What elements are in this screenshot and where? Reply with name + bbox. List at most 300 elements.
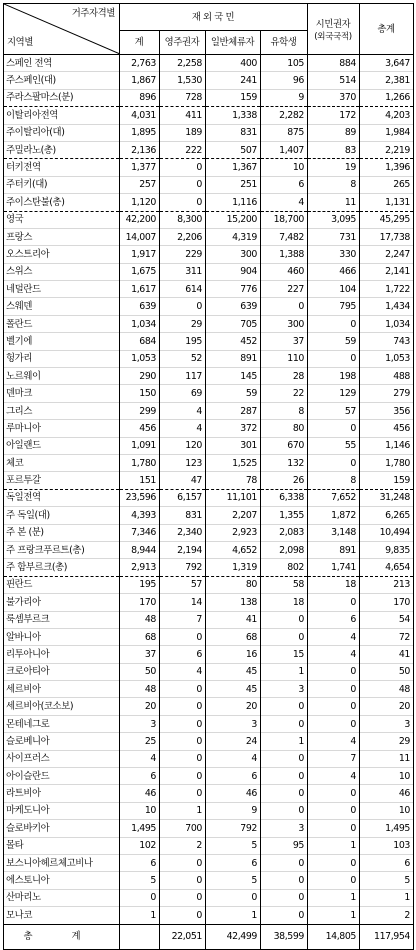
value-cell: 875	[261, 124, 308, 141]
value-cell: 0	[261, 785, 308, 802]
table-row	[4, 768, 414, 785]
table-row	[4, 246, 414, 263]
value-cell: 1,530	[160, 72, 206, 89]
value-cell: 2,913	[120, 559, 160, 576]
value-cell: 95	[261, 837, 308, 854]
grand-total-header: 총계	[360, 4, 414, 55]
overseas-koreans-table	[3, 3, 414, 950]
value-cell: 15	[261, 646, 308, 663]
value-cell: 884	[308, 55, 360, 72]
student-header: 유학생	[261, 31, 308, 55]
value-cell: 300	[206, 246, 261, 263]
value-cell: 4,652	[206, 541, 261, 558]
table-row	[4, 107, 414, 124]
value-cell: 743	[360, 333, 414, 350]
value-cell: 2,763	[120, 55, 160, 72]
value-cell: 19	[308, 159, 360, 176]
value-cell: 3	[261, 681, 308, 698]
value-cell: 4	[308, 628, 360, 645]
value-cell: 117	[160, 368, 206, 385]
subtotal-header: 계	[120, 31, 160, 55]
table-row	[4, 385, 414, 402]
table-row	[4, 263, 414, 280]
region-name-cell: 체코	[4, 454, 120, 471]
citizen-header-sublabel: (외국국적)	[314, 31, 352, 42]
value-cell: 0	[160, 889, 206, 906]
value-cell: 488	[360, 368, 414, 385]
value-cell: 59	[206, 385, 261, 402]
value-cell: 9	[261, 89, 308, 106]
value-cell: 1,867	[120, 72, 160, 89]
value-cell: 1,266	[360, 89, 414, 106]
region-name-cell: 아이슬란드	[4, 768, 120, 785]
value-cell: 1,131	[360, 194, 414, 211]
value-cell: 2,136	[120, 141, 160, 158]
value-cell: 129	[308, 385, 360, 402]
value-cell: 287	[206, 402, 261, 419]
value-cell: 411	[160, 107, 206, 124]
value-cell: 68	[206, 628, 261, 645]
value-cell: 69	[160, 385, 206, 402]
value-cell: 891	[206, 350, 261, 367]
value-cell: 0	[160, 176, 206, 193]
value-cell: 7,346	[120, 524, 160, 541]
value-cell: 4	[160, 420, 206, 437]
value-cell: 731	[308, 228, 360, 245]
value-cell: 50	[120, 663, 160, 680]
value-cell: 1	[360, 889, 414, 906]
value-cell: 0	[160, 628, 206, 645]
value-cell: 311	[160, 263, 206, 280]
table-row	[4, 785, 414, 802]
value-cell: 3	[120, 715, 160, 732]
value-cell: 0	[308, 681, 360, 698]
value-cell: 4	[120, 750, 160, 767]
value-cell: 639	[120, 298, 160, 315]
value-cell: 5	[120, 872, 160, 889]
value-cell: 2,258	[160, 55, 206, 72]
value-cell: 251	[206, 176, 261, 193]
value-cell: 0	[160, 715, 206, 732]
value-cell: 50	[360, 663, 414, 680]
table-row	[4, 715, 414, 732]
corner-header-top-label: 거주자격별	[71, 8, 115, 19]
value-cell: 0	[308, 663, 360, 680]
value-cell: 330	[308, 246, 360, 263]
value-cell: 8	[261, 402, 308, 419]
value-cell: 2	[160, 837, 206, 854]
region-name-cell: 스위스	[4, 263, 120, 280]
table-row	[4, 698, 414, 715]
value-cell: 110	[261, 350, 308, 367]
value-cell: 0	[160, 854, 206, 871]
value-cell: 22	[261, 385, 308, 402]
value-cell: 1,053	[120, 350, 160, 367]
value-cell: 11,101	[206, 489, 261, 506]
value-cell: 4,203	[360, 107, 414, 124]
value-cell: 42,200	[120, 211, 160, 228]
value-cell: 31,248	[360, 489, 414, 506]
region-name-cell: 주라스팔마스(분)	[4, 89, 120, 106]
total-row-label: 총 계	[4, 924, 120, 949]
table-row	[4, 194, 414, 211]
value-cell: 54	[360, 611, 414, 628]
table-row	[4, 420, 414, 437]
value-cell: 1,617	[120, 281, 160, 298]
value-cell: 20	[360, 698, 414, 715]
value-cell: 123	[160, 454, 206, 471]
value-cell: 6	[120, 768, 160, 785]
region-name-cell: 주 독일(대)	[4, 507, 120, 524]
table-row	[4, 559, 414, 576]
value-cell: 0	[308, 420, 360, 437]
value-cell: 6	[120, 854, 160, 871]
table-row	[4, 211, 414, 228]
value-cell: 2,194	[160, 541, 206, 558]
table-row	[4, 124, 414, 141]
table-row	[4, 907, 414, 924]
table-row	[4, 159, 414, 176]
table-row	[4, 55, 414, 72]
region-name-cell: 노르웨이	[4, 368, 120, 385]
region-name-cell: 주 본 (분)	[4, 524, 120, 541]
value-cell: 14	[160, 594, 206, 611]
value-cell: 370	[308, 89, 360, 106]
value-cell: 195	[120, 576, 160, 593]
value-cell: 6,157	[160, 489, 206, 506]
table-row	[4, 437, 414, 454]
value-cell: 1,377	[120, 159, 160, 176]
table-row	[4, 72, 414, 89]
value-cell: 10	[120, 802, 160, 819]
value-cell: 37	[120, 646, 160, 663]
corner-header-bottom-label: 지역별	[7, 37, 33, 48]
table-row	[4, 663, 414, 680]
table-row	[4, 854, 414, 871]
region-name-cell: 사이프러스	[4, 750, 120, 767]
value-cell: 0	[261, 715, 308, 732]
value-cell: 8	[308, 176, 360, 193]
value-cell: 159	[360, 472, 414, 489]
region-name-cell: 네덜란드	[4, 281, 120, 298]
value-cell: 290	[120, 368, 160, 385]
value-cell: 55	[308, 437, 360, 454]
value-cell: 4	[308, 733, 360, 750]
table-row	[4, 281, 414, 298]
value-cell: 0	[261, 298, 308, 315]
table-row	[4, 541, 414, 558]
value-cell: 456	[360, 420, 414, 437]
value-cell: 72	[360, 628, 414, 645]
value-cell: 0	[308, 785, 360, 802]
value-cell: 614	[160, 281, 206, 298]
value-cell: 57	[308, 402, 360, 419]
value-cell: 0	[261, 628, 308, 645]
value-cell: 300	[261, 315, 308, 332]
permanent-resident-header: 영주권자	[160, 31, 206, 55]
region-name-cell: 포르투갈	[4, 472, 120, 489]
table-row	[4, 141, 414, 158]
value-cell: 1,495	[360, 820, 414, 837]
value-cell: 0	[206, 889, 261, 906]
value-cell: 684	[120, 333, 160, 350]
region-name-cell: 주이탈리아(대)	[4, 124, 120, 141]
value-cell: 222	[160, 141, 206, 158]
value-cell: 46	[360, 785, 414, 802]
table-row	[4, 507, 414, 524]
value-cell: 0	[308, 872, 360, 889]
region-name-cell: 룩셈부르크	[4, 611, 120, 628]
value-cell: 8,944	[120, 541, 160, 558]
value-cell: 24	[206, 733, 261, 750]
value-cell: 0	[160, 785, 206, 802]
table-row	[4, 872, 414, 889]
value-cell: 7	[160, 611, 206, 628]
value-cell: 1,034	[360, 315, 414, 332]
value-cell: 138	[206, 594, 261, 611]
value-cell: 78	[206, 472, 261, 489]
region-name-cell: 세르비아	[4, 681, 120, 698]
region-name-cell: 그리스	[4, 402, 120, 419]
value-cell: 96	[261, 72, 308, 89]
value-cell: 120	[160, 437, 206, 454]
value-cell: 57	[160, 576, 206, 593]
value-cell: 29	[360, 733, 414, 750]
value-cell: 6	[261, 176, 308, 193]
value-cell: 0	[160, 768, 206, 785]
value-cell: 0	[160, 750, 206, 767]
value-cell: 4,654	[360, 559, 414, 576]
region-name-cell: 터키전역	[4, 159, 120, 176]
value-cell: 18	[308, 576, 360, 593]
value-cell: 831	[160, 507, 206, 524]
value-cell: 151	[120, 472, 160, 489]
value-cell: 792	[206, 820, 261, 837]
value-cell: 17,738	[360, 228, 414, 245]
value-cell: 705	[206, 315, 261, 332]
table-body	[4, 55, 414, 925]
value-cell: 132	[261, 454, 308, 471]
value-cell: 8,300	[160, 211, 206, 228]
value-cell: 0	[308, 698, 360, 715]
value-cell: 1,407	[261, 141, 308, 158]
value-cell: 0	[120, 889, 160, 906]
citizen-header-label: 시민권자	[315, 18, 351, 30]
value-cell: 4,031	[120, 107, 160, 124]
region-name-cell: 주 프랑크푸르트(총)	[4, 541, 120, 558]
value-cell: 301	[206, 437, 261, 454]
table-row	[4, 802, 414, 819]
value-cell: 1,338	[206, 107, 261, 124]
value-cell: 1,525	[206, 454, 261, 471]
region-name-cell: 독일전역	[4, 489, 120, 506]
value-cell: 0	[261, 854, 308, 871]
value-cell: 10	[360, 768, 414, 785]
value-cell: 356	[360, 402, 414, 419]
region-name-cell: 스페인 전역	[4, 55, 120, 72]
value-cell: 3,148	[308, 524, 360, 541]
table-row	[4, 89, 414, 106]
region-name-cell: 불가리아	[4, 594, 120, 611]
value-cell: 0	[261, 907, 308, 924]
value-cell: 0	[261, 611, 308, 628]
region-name-cell: 주터키(대)	[4, 176, 120, 193]
value-cell: 3,647	[360, 55, 414, 72]
value-cell: 11	[308, 194, 360, 211]
value-cell: 170	[360, 594, 414, 611]
table-row	[4, 576, 414, 593]
value-cell: 241	[206, 72, 261, 89]
table-row	[4, 228, 414, 245]
value-cell: 1,388	[261, 246, 308, 263]
value-cell: 1,116	[206, 194, 261, 211]
value-cell: 0	[261, 750, 308, 767]
value-cell: 1,053	[360, 350, 414, 367]
value-cell: 728	[160, 89, 206, 106]
value-cell: 1,780	[360, 454, 414, 471]
value-cell: 700	[160, 820, 206, 837]
value-cell: 0	[160, 681, 206, 698]
value-cell: 18,700	[261, 211, 308, 228]
value-cell: 8	[308, 472, 360, 489]
value-cell: 4,393	[120, 507, 160, 524]
value-cell: 172	[308, 107, 360, 124]
value-cell: 1,034	[120, 315, 160, 332]
total-row	[4, 924, 414, 949]
value-cell: 11	[360, 750, 414, 767]
value-cell: 6,338	[261, 489, 308, 506]
region-name-cell: 이탈리아전역	[4, 107, 120, 124]
value-cell: 45,295	[360, 211, 414, 228]
value-cell: 1	[206, 907, 261, 924]
value-cell: 159	[206, 89, 261, 106]
region-name-cell: 주스페인(대)	[4, 72, 120, 89]
value-cell: 891	[308, 541, 360, 558]
table-row	[4, 489, 414, 506]
header-row-top	[4, 4, 414, 31]
value-cell: 0	[308, 454, 360, 471]
table-row	[4, 733, 414, 750]
region-name-cell: 영국	[4, 211, 120, 228]
value-cell: 48	[120, 681, 160, 698]
value-cell: 0	[160, 907, 206, 924]
region-name-cell: 오스트리아	[4, 246, 120, 263]
value-cell: 83	[308, 141, 360, 158]
value-cell: 299	[120, 402, 160, 419]
region-name-cell: 마케도니아	[4, 802, 120, 819]
value-cell: 6	[308, 611, 360, 628]
value-cell: 6	[206, 854, 261, 871]
value-cell: 10	[261, 159, 308, 176]
value-cell: 0	[308, 315, 360, 332]
value-cell: 0	[261, 802, 308, 819]
value-cell: 150	[120, 385, 160, 402]
table-row	[4, 402, 414, 419]
general-resident-header: 일반체류자	[206, 31, 261, 55]
value-cell: 80	[206, 576, 261, 593]
value-cell: 15,200	[206, 211, 261, 228]
value-cell: 28	[261, 368, 308, 385]
value-cell: 1,367	[206, 159, 261, 176]
value-cell: 37	[261, 333, 308, 350]
value-cell: 4,319	[206, 228, 261, 245]
value-cell: 400	[206, 55, 261, 72]
table-row	[4, 837, 414, 854]
total-cell: 117,954	[360, 924, 414, 949]
total-cell: 38,599	[261, 924, 308, 949]
value-cell: 2,083	[261, 524, 308, 541]
value-cell: 80	[261, 420, 308, 437]
value-cell: 1	[308, 907, 360, 924]
value-cell: 0	[261, 768, 308, 785]
value-cell: 229	[160, 246, 206, 263]
value-cell: 372	[206, 420, 261, 437]
value-cell: 7,652	[308, 489, 360, 506]
value-cell: 0	[160, 733, 206, 750]
value-cell: 1,396	[360, 159, 414, 176]
value-cell: 59	[308, 333, 360, 350]
region-name-cell: 몬테네그로	[4, 715, 120, 732]
value-cell: 103	[360, 837, 414, 854]
value-cell: 1	[308, 837, 360, 854]
value-cell: 48	[120, 611, 160, 628]
value-cell: 6	[360, 854, 414, 871]
value-cell: 46	[206, 785, 261, 802]
region-name-cell: 크로아티아	[4, 663, 120, 680]
region-name-cell: 프랑스	[4, 228, 120, 245]
value-cell: 47	[160, 472, 206, 489]
overseas-nationals-header: 재 외 국 민	[120, 4, 308, 31]
value-cell: 20	[120, 698, 160, 715]
table-row	[4, 315, 414, 332]
value-cell: 1,872	[308, 507, 360, 524]
value-cell: 7,482	[261, 228, 308, 245]
value-cell: 1	[261, 733, 308, 750]
table-row	[4, 611, 414, 628]
value-cell: 45	[206, 681, 261, 698]
value-cell: 0	[308, 820, 360, 837]
table-row	[4, 524, 414, 541]
region-name-cell: 모나코	[4, 907, 120, 924]
table-row	[4, 176, 414, 193]
table-row	[4, 350, 414, 367]
table-row	[4, 820, 414, 837]
region-name-cell: 알바니아	[4, 628, 120, 645]
region-name-cell: 핀란드	[4, 576, 120, 593]
value-cell: 2,141	[360, 263, 414, 280]
value-cell: 2,098	[261, 541, 308, 558]
value-cell: 1,917	[120, 246, 160, 263]
value-cell: 213	[360, 576, 414, 593]
value-cell: 41	[360, 646, 414, 663]
value-cell: 1,780	[120, 454, 160, 471]
value-cell: 2	[360, 907, 414, 924]
value-cell: 52	[160, 350, 206, 367]
value-cell: 2,381	[360, 72, 414, 89]
value-cell: 145	[206, 368, 261, 385]
value-cell: 16	[206, 646, 261, 663]
value-cell: 170	[120, 594, 160, 611]
value-cell: 1,675	[120, 263, 160, 280]
region-name-cell: 보스니아헤르체고비나	[4, 854, 120, 871]
region-name-cell: 몰타	[4, 837, 120, 854]
region-name-cell: 벨기에	[4, 333, 120, 350]
value-cell: 792	[160, 559, 206, 576]
value-cell: 1,741	[308, 559, 360, 576]
value-cell: 1,355	[261, 507, 308, 524]
value-cell: 5	[206, 872, 261, 889]
value-cell: 0	[261, 889, 308, 906]
